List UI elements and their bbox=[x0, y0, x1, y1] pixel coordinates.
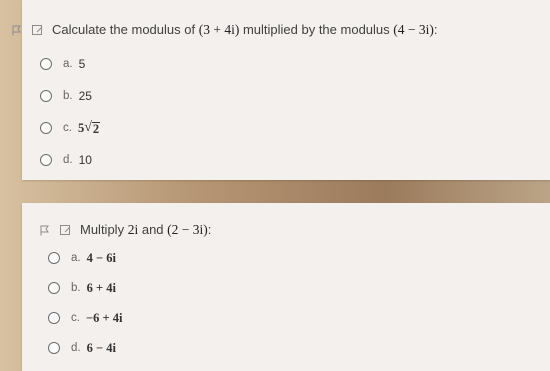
checkbox-icon[interactable] bbox=[60, 225, 70, 236]
question-2-expr1: 2i bbox=[127, 222, 139, 237]
checkbox-icon[interactable] bbox=[32, 25, 42, 36]
question-2-expr2: (2 − 3i) bbox=[167, 222, 208, 237]
question-1-expr2: (4 − 3i) bbox=[393, 22, 434, 37]
option-1a[interactable]: a. 5 bbox=[40, 48, 100, 80]
question-1-expr1: (3 + 4i) bbox=[198, 22, 240, 37]
option-2a[interactable]: a. 4 − 6i bbox=[48, 243, 122, 273]
sqrt-expression: 5 √ 2 bbox=[77, 119, 100, 136]
question-1-text: Calculate the modulus of (3 + 4i) multiplied by the modulus (4 − 3i): bbox=[52, 22, 438, 37]
radio-icon[interactable] bbox=[40, 122, 52, 134]
option-2d[interactable]: d. 6 − 4i bbox=[48, 333, 122, 363]
radio-icon[interactable] bbox=[48, 342, 60, 354]
radio-icon[interactable] bbox=[48, 252, 60, 264]
option-2c[interactable]: c. −6 + 4i bbox=[48, 303, 122, 333]
question-2-text: Multiply 2i and (2 − 3i): bbox=[80, 222, 212, 237]
question-1-header bbox=[12, 22, 438, 38]
option-1c[interactable]: c. 5 √ 2 bbox=[40, 112, 100, 144]
radio-icon[interactable] bbox=[48, 312, 60, 324]
flag-icon[interactable] bbox=[40, 225, 50, 236]
question-2-options bbox=[48, 243, 122, 363]
radio-icon[interactable] bbox=[48, 282, 60, 294]
option-2b[interactable]: b. 6 + 4i bbox=[48, 273, 122, 303]
option-1b[interactable]: b. 25 bbox=[40, 80, 100, 112]
radio-icon[interactable] bbox=[40, 58, 52, 70]
option-1d[interactable]: d. 10 bbox=[40, 144, 100, 176]
flag-icon[interactable] bbox=[12, 25, 22, 36]
radio-icon[interactable] bbox=[40, 90, 52, 102]
radio-icon[interactable] bbox=[40, 154, 52, 166]
question-1-options bbox=[40, 48, 100, 176]
question-2-header bbox=[40, 222, 211, 238]
